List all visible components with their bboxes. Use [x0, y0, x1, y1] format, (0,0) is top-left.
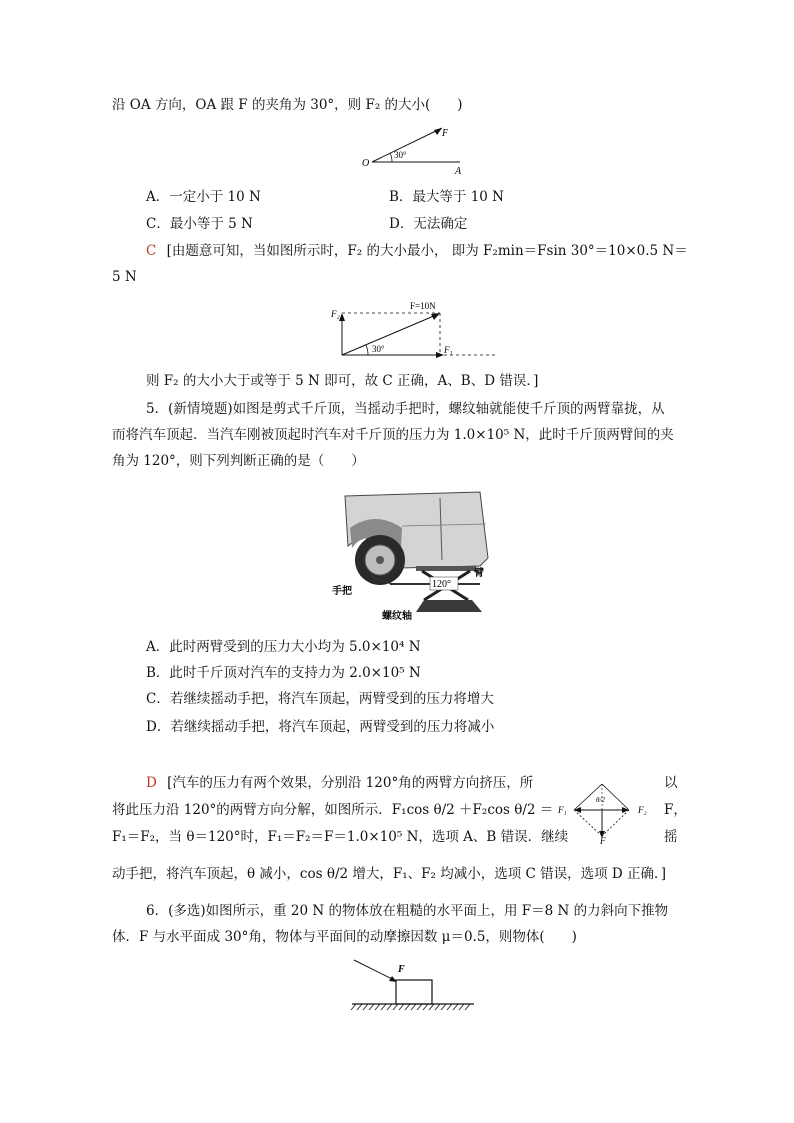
screw-label: 螺纹轴: [382, 611, 412, 622]
o-label: O: [362, 158, 370, 169]
q4-option-c: C．最小等于 5 N: [146, 216, 253, 232]
f1-label: F₁: [444, 345, 453, 355]
q5-car-jack-figure: [330, 488, 490, 623]
q5-explanation-line-3: F₁＝F₂，当 θ＝120°时，F₁＝F₂＝F＝1.0×10⁵ N，选项 A、B 错误．继续: [112, 829, 569, 845]
q5-option-d: D．若继续摇动手把，将汽车顶起，两臂受到的压力将减小: [146, 719, 495, 735]
q6-stem-line-2: 体．F 与水平面成 30°角，物体与平面间的动摩擦因数 μ＝0.5，则物体( ): [112, 929, 577, 945]
q6-stem-line-1: 6．(多选)如图所示，重 20 N 的物体放在粗糙的水平面上，用 F＝8 N 的力斜向下推物: [146, 903, 669, 919]
q4-option-a: A．一定小于 10 N: [146, 189, 261, 205]
arm-label: 臂: [474, 568, 484, 579]
q4-explanation-text: [由题意可知，当如图所示时，F₂ 的大小最小， 即为 F₂min＝Fsin 30°＝10×0.5 N＝: [166, 243, 688, 259]
q4-stem: 沿 OA 方向，OA 跟 F 的夹角为 30°，则 F₂ 的大小( ): [112, 97, 463, 113]
q5-explanation-line-1: [146, 774, 533, 792]
q5-force-diagram: [556, 780, 666, 844]
q4-answer-letter: C: [146, 243, 157, 259]
f-label: F: [398, 964, 405, 975]
q4-figure-2: [330, 300, 500, 360]
f2-label: F₂: [638, 805, 647, 815]
q5-stem-line-2: 而将汽车顶起．当汽车刚被顶起时汽车对千斤顶的压力为 1.0×10⁵ N，此时千斤顶两臂间的夹: [112, 427, 674, 443]
q5-explanation-text: [汽车的压力有两个效果，分别沿 120°角的两臂方向挤压，所: [167, 775, 534, 791]
f2-label: F₂: [331, 309, 340, 319]
q5-explanation-line-3-end: 摇: [664, 829, 678, 845]
theta-label: θ/2: [596, 796, 605, 804]
f-label: F: [600, 836, 606, 844]
angle-label: 30°: [394, 150, 407, 160]
q4-explanation-line-1: [146, 242, 688, 260]
q5-option-a: A．此时两臂受到的压力大小均为 5.0×10⁴ N: [146, 639, 421, 655]
f-label: F: [442, 128, 449, 139]
q5-stem-line-1: 5．(新情境题)如图是剪式千斤顶，当摇动手把时，螺纹轴就能使千斤顶的两臂靠拢，从: [146, 401, 665, 417]
q5-explanation-line-2-end: F，: [664, 802, 687, 818]
f-label: F=10N: [410, 301, 436, 311]
q5-option-b: B．此时千斤顶对汽车的支持力为 2.0×10⁵ N: [146, 665, 421, 681]
q5-explanation-line-1-end: 以: [664, 775, 678, 791]
q5-stem-line-3: 角为 120°，则下列判断正确的是（ ）: [112, 453, 365, 469]
angle-label: 120°: [432, 579, 451, 590]
a-label: A: [455, 166, 462, 177]
q5-answer-letter: D: [146, 775, 157, 791]
q6-block-figure: [348, 952, 478, 1014]
q4-figure-1: [358, 122, 478, 182]
q4-conclusion: 则 F₂ 的大小大于或等于 5 N 即可，故 C 正确，A、B、D 错误．]: [146, 373, 539, 389]
f1-label: F₁: [558, 805, 567, 815]
handle-label: 手把: [332, 586, 352, 597]
q4-option-b: B．最大等于 10 N: [389, 189, 504, 205]
q4-option-d: D．无法确定: [389, 216, 468, 232]
q5-explanation-line-2: 将此压力沿 120°的两臂方向分解，如图所示．F₁cos θ/2 ＋F₂cos θ/2 ＝: [112, 802, 554, 818]
q5-option-c: C．若继续摇动手把，将汽车顶起，两臂受到的压力将增大: [146, 691, 494, 707]
q4-explanation-line-2: 5 N: [112, 269, 137, 285]
q5-explanation-line-4: 动手把，将汽车顶起，θ 减小，cos θ/2 增大，F₁、F₂ 均减小，选项 C 错误，选项 D 正确．]: [112, 866, 667, 882]
angle-label: 30°: [372, 344, 385, 354]
